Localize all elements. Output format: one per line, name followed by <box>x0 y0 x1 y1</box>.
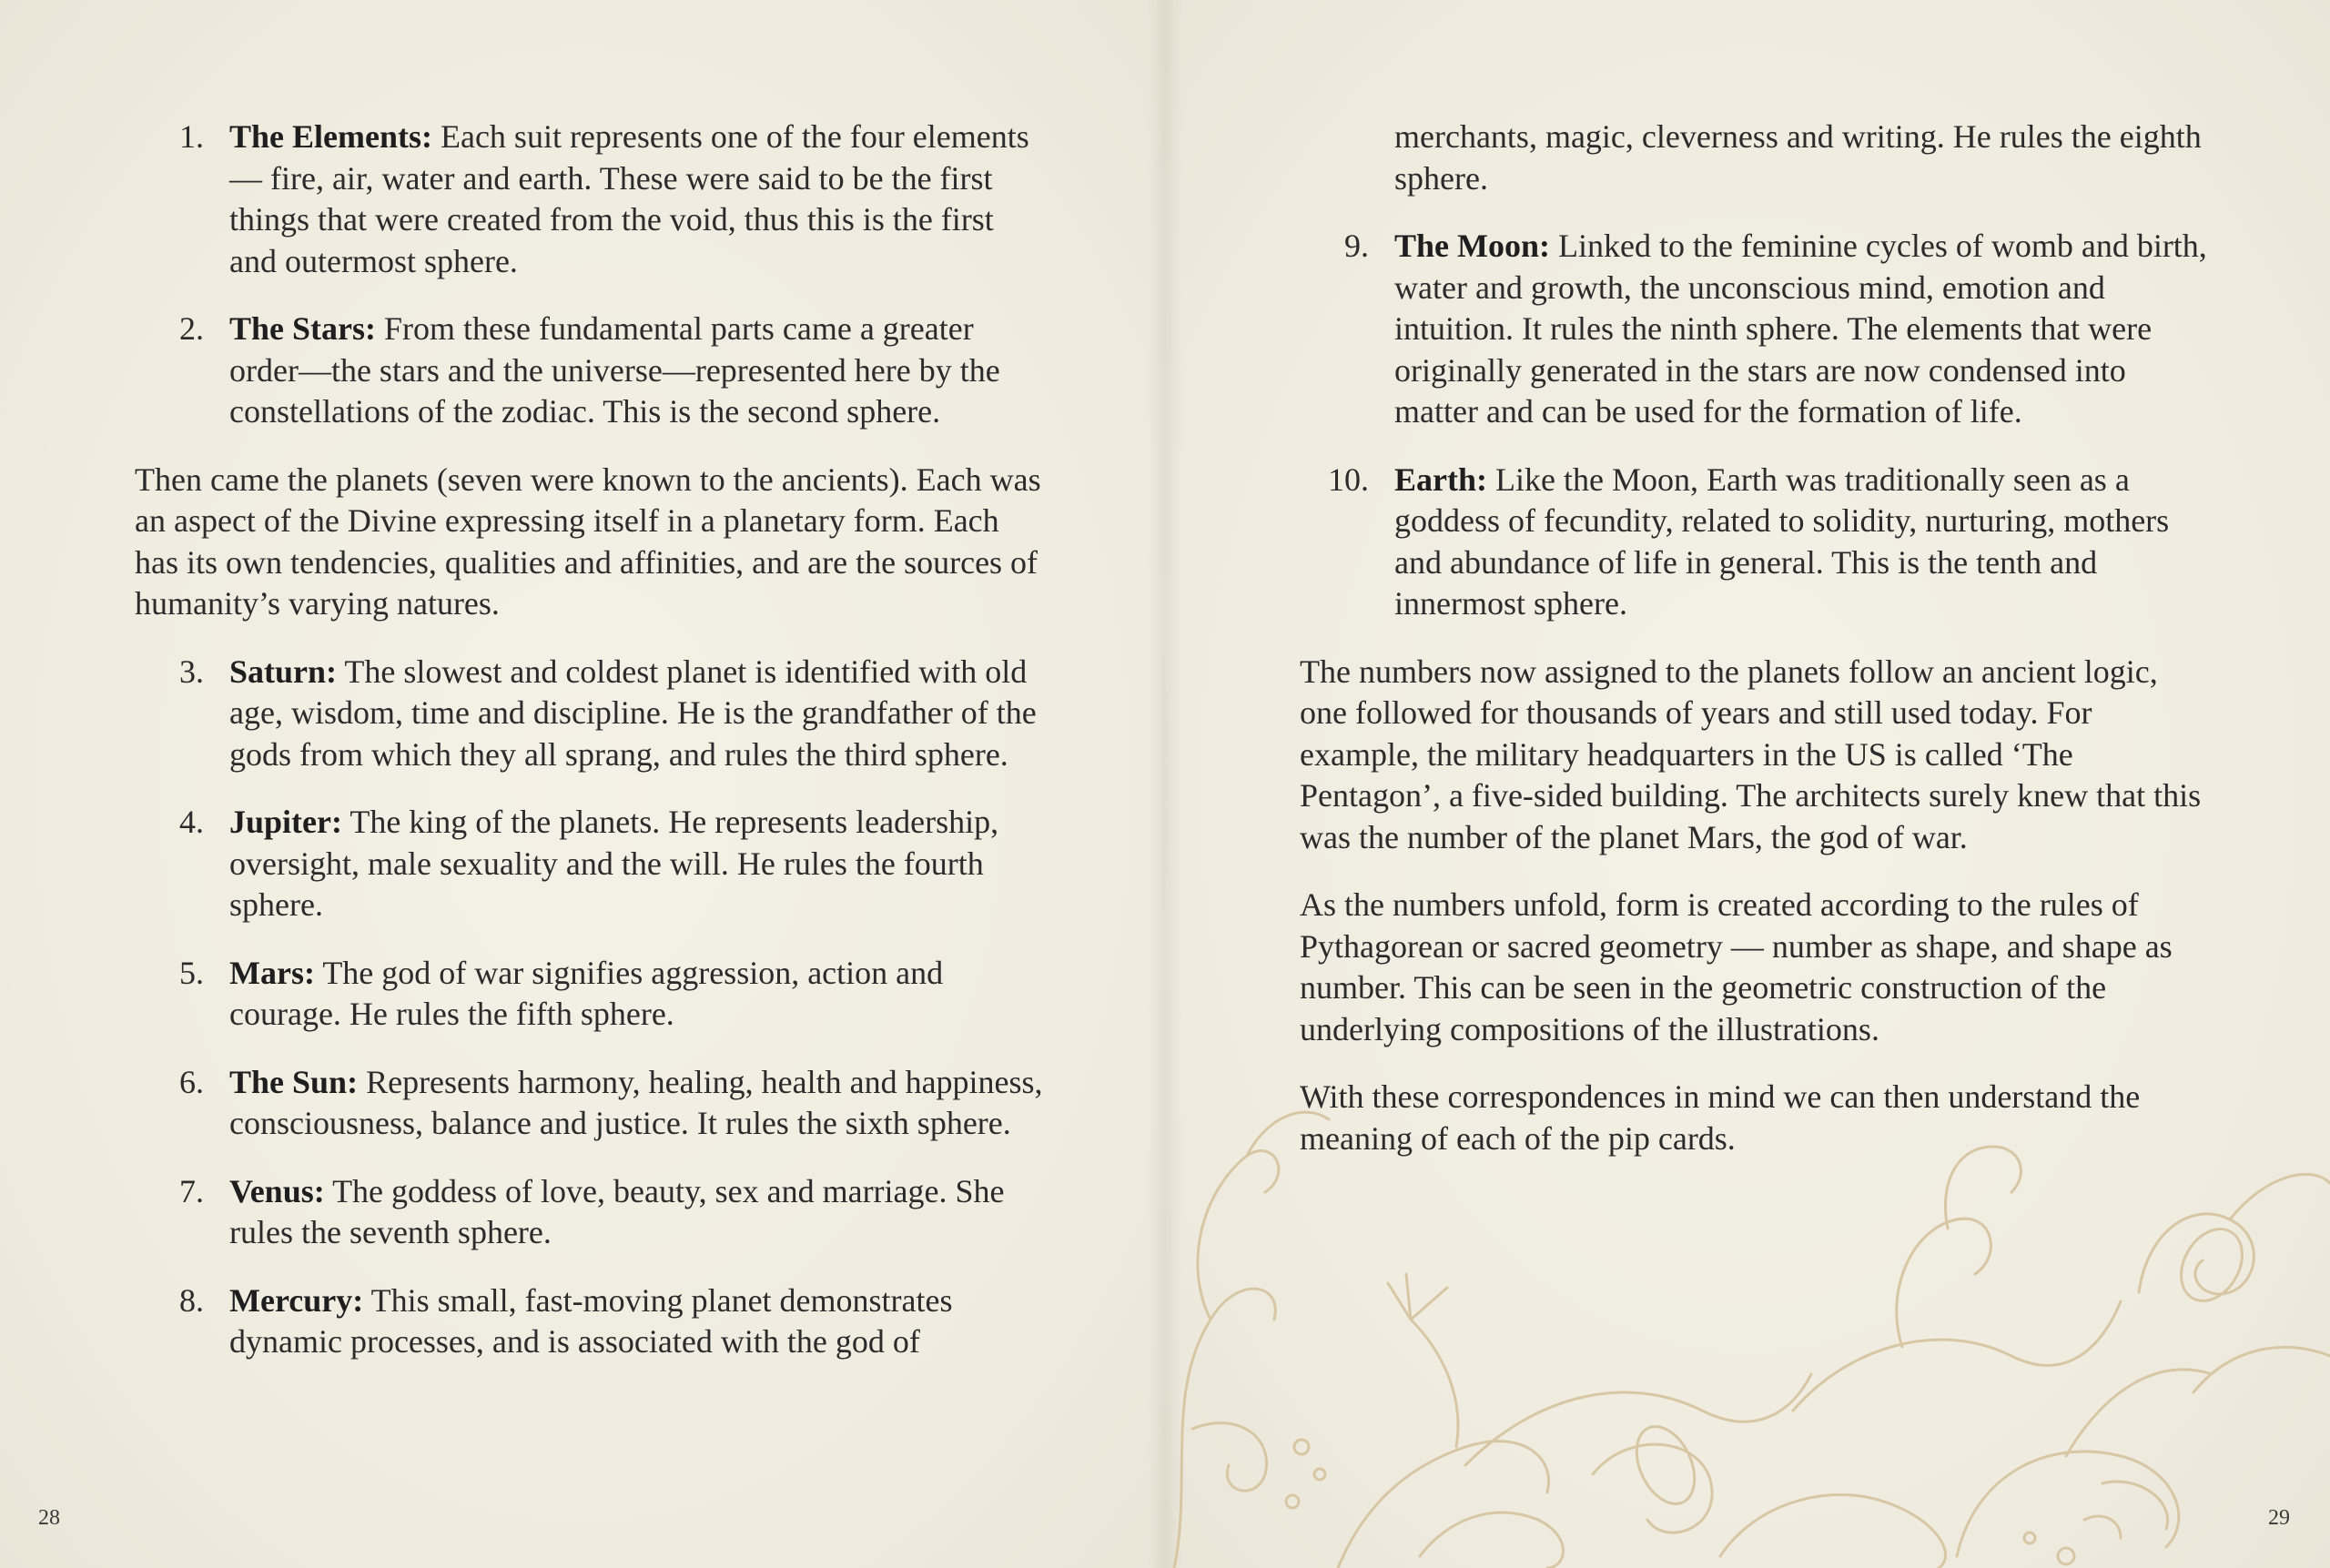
list-item <box>135 116 1045 282</box>
list-number: 4. <box>179 804 204 840</box>
list-item-title: Mercury: <box>229 1281 364 1319</box>
list-item-text: The king of the planets. He represents leadership, oversight, male sexuality and the will. He rules the fourth sphere. <box>229 804 999 923</box>
list-number: 6. <box>179 1063 204 1100</box>
body-paragraph: The numbers now assigned to the planets follow an ancient logic, one followed for thousands of years and still used today. For example, the military headquarters in the US is called ‘The Pentagon’, a five-sided building. The architects surely knew that this was the number of the planet Mars, the god of war. <box>1300 652 2202 855</box>
page-number-left: 28 <box>38 1506 60 1530</box>
list-item <box>135 1280 1045 1363</box>
list-item-title: Earth: <box>1394 460 1487 498</box>
list-item <box>1300 226 2210 433</box>
list-item-title: Saturn: <box>229 652 338 690</box>
list-item-title: Mars: <box>229 954 315 991</box>
list-item <box>135 1171 1045 1254</box>
list-number: 3. <box>179 652 204 690</box>
list-number: 7. <box>179 1172 204 1209</box>
list-item-text: Each suit represents one of the four elements — fire, air, water and earth. These were said to be the first things that were created from the void, thus this is the first and outermost sphere. <box>229 118 1029 279</box>
list-item-title: Jupiter: <box>229 804 342 840</box>
left-column <box>135 116 1045 1390</box>
list-number: 5. <box>179 954 204 991</box>
list-item <box>135 953 1045 1036</box>
continued-text: merchants, magic, cleverness and writing. He rules the eighth sphere. <box>1394 118 2202 197</box>
list-item-text: The god of war signifies aggression, action and courage. He rules the fifth sphere. <box>229 954 944 1032</box>
list-item-text: Represents harmony, healing, health and happiness, consciousness, balance and justice. It rules the sixth sphere. <box>229 1063 1043 1141</box>
list-item-title: The Moon: <box>1394 228 1550 264</box>
body-paragraph: Then came the planets (seven were known to the ancients). Each was an aspect of the Divine expressing itself in a planetary form. Each has its own tendencies, qualities and affinities, and are the sources of humanity’s varying natures. <box>135 460 1041 622</box>
list-item <box>135 802 1045 926</box>
list-item <box>135 1062 1045 1145</box>
list-item <box>135 309 1045 433</box>
list-item <box>1300 460 2210 625</box>
list-number: 10. <box>1328 460 1369 498</box>
list-number: 1. <box>179 118 204 155</box>
right-column <box>1300 116 2210 1186</box>
list-number: 2. <box>179 310 204 347</box>
list-item-text: This small, fast-moving planet demonstrates dynamic processes, and is associated with the god of <box>229 1281 953 1360</box>
list-item-title: The Stars: <box>229 310 376 347</box>
list-item-text: Like the Moon, Earth was traditionally seen as a goddess of fecundity, related to solidity, nurturing, mothers and abundance of life in general. This is the tenth and innermost sphere. <box>1394 460 2170 622</box>
list-item-text: From these fundamental parts came a greater order—the stars and the universe—represented here by the constellations of the zodiac. This is the second sphere. <box>229 310 1000 430</box>
page-number-right: 29 <box>2268 1506 2290 1530</box>
list-item-text: The goddess of love, beauty, sex and marriage. She rules the seventh sphere. <box>229 1172 1005 1250</box>
body-paragraph: As the numbers unfold, form is created according to the rules of Pythagorean or sacred geometry — number as shape, and shape as number. This can be seen in the geometric construction of the underlying compositions of the illustrations. <box>1300 886 2173 1047</box>
list-item-text: Linked to the feminine cycles of womb and birth, water and growth, the unconscious mind, emotion and intuition. It rules the ninth sphere. The elements that were originally generated in the stars are now condensed into matter and can be used for the formation of life. <box>1394 228 2207 430</box>
list-item <box>135 652 1045 776</box>
list-item-title: The Elements: <box>229 118 432 155</box>
list-item-text: The slowest and coldest planet is identified with old age, wisdom, time and discipline. He is the grandfather of the gods from which they all sprang, and rules the third sphere. <box>229 652 1037 773</box>
list-number: 8. <box>179 1281 204 1319</box>
body-paragraph: With these correspondences in mind we can then understand the meaning of each of the pip cards. <box>1300 1078 2141 1157</box>
list-item-title: The Sun: <box>229 1063 359 1100</box>
list-item-title: Venus: <box>229 1172 325 1209</box>
list-number: 9. <box>1344 228 1369 264</box>
